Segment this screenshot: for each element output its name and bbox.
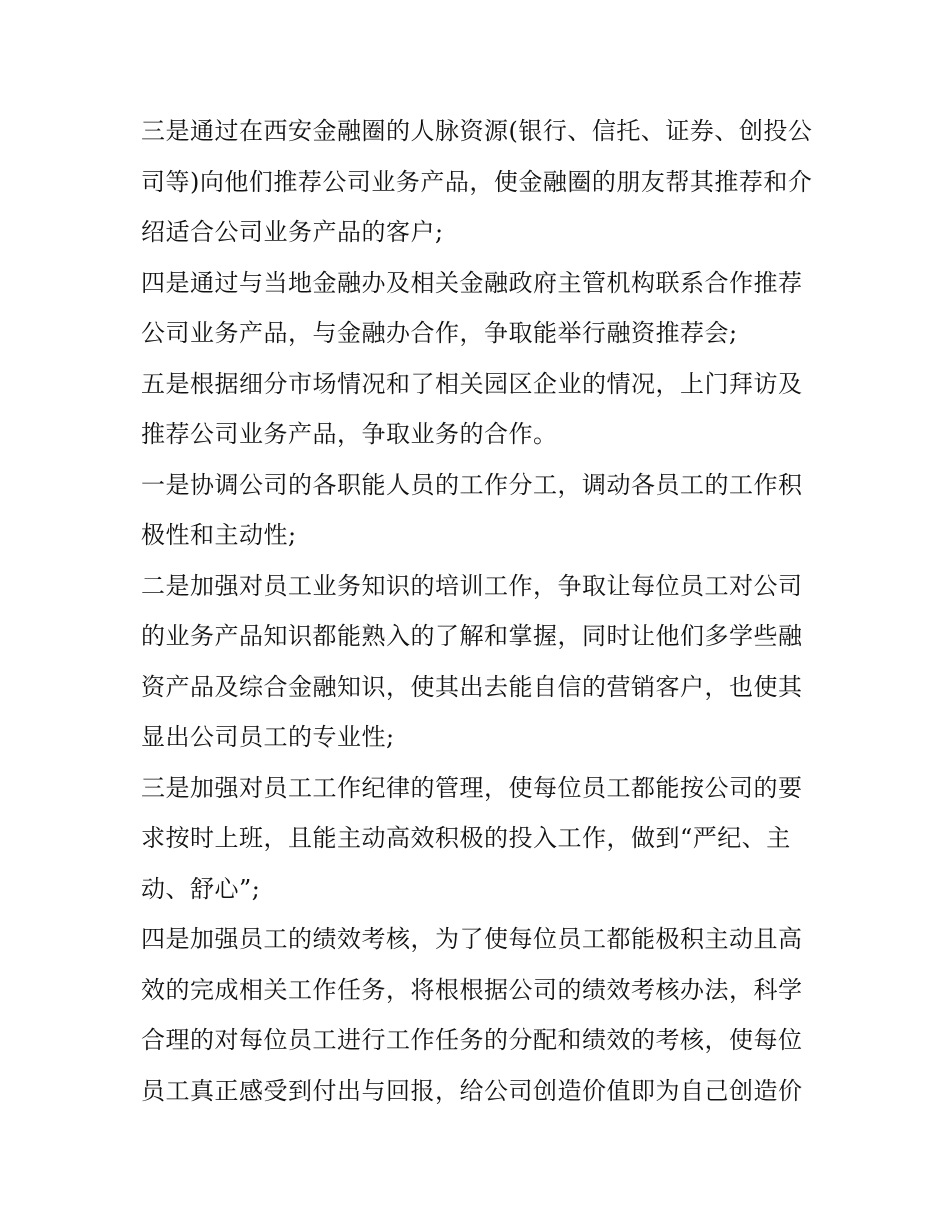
paragraph: 四是通过与当地金融办及相关金融政府主管机构联系合作推荐公司业务产品，与金融办合作，争取能举行融资推荐会; — [141, 268, 803, 347]
paragraph: 五是根据细分市场情况和了相关园区企业的情况，上门拜访及推荐公司业务产品，争取业务的合作。 — [141, 369, 803, 448]
paragraph: 二是加强对员工业务知识的培训工作，争取让每位员工对公司的业务产品知识都能熟入的了解和掌握，同时让他们多学些融资产品及综合金融知识，使其出去能自信的营销客户，也使其显出公司员工的专业性; — [141, 571, 803, 751]
paragraph: 四是加强员工的绩效考核，为了使每位员工都能极积主动且高效的完成相关工作任务，将根根据公司的绩效考核办法，科学合理的对每位员工进行工作任务的分配和绩效的考核，使每位员工真正感受到付出与回报，给公司创造价值即为自己创造价 — [141, 925, 803, 1105]
paragraph: 三是通过在西安金融圈的人脉资源(银行、信托、证券、创投公司等)向他们推荐公司业务产品，使金融圈的朋友帮其推荐和介绍适合公司业务产品的客户; — [141, 117, 813, 246]
paragraph: 一是协调公司的各职能人员的工作分工，调动各员工的工作积极性和主动性; — [141, 470, 803, 549]
document-body — [141, 106, 821, 1116]
paragraph: 三是加强对员工工作纪律的管理，使每位员工都能按公司的要求按时上班，且能主动高效积极的投入工作，做到“严纪、主动、舒心”; — [141, 773, 803, 903]
